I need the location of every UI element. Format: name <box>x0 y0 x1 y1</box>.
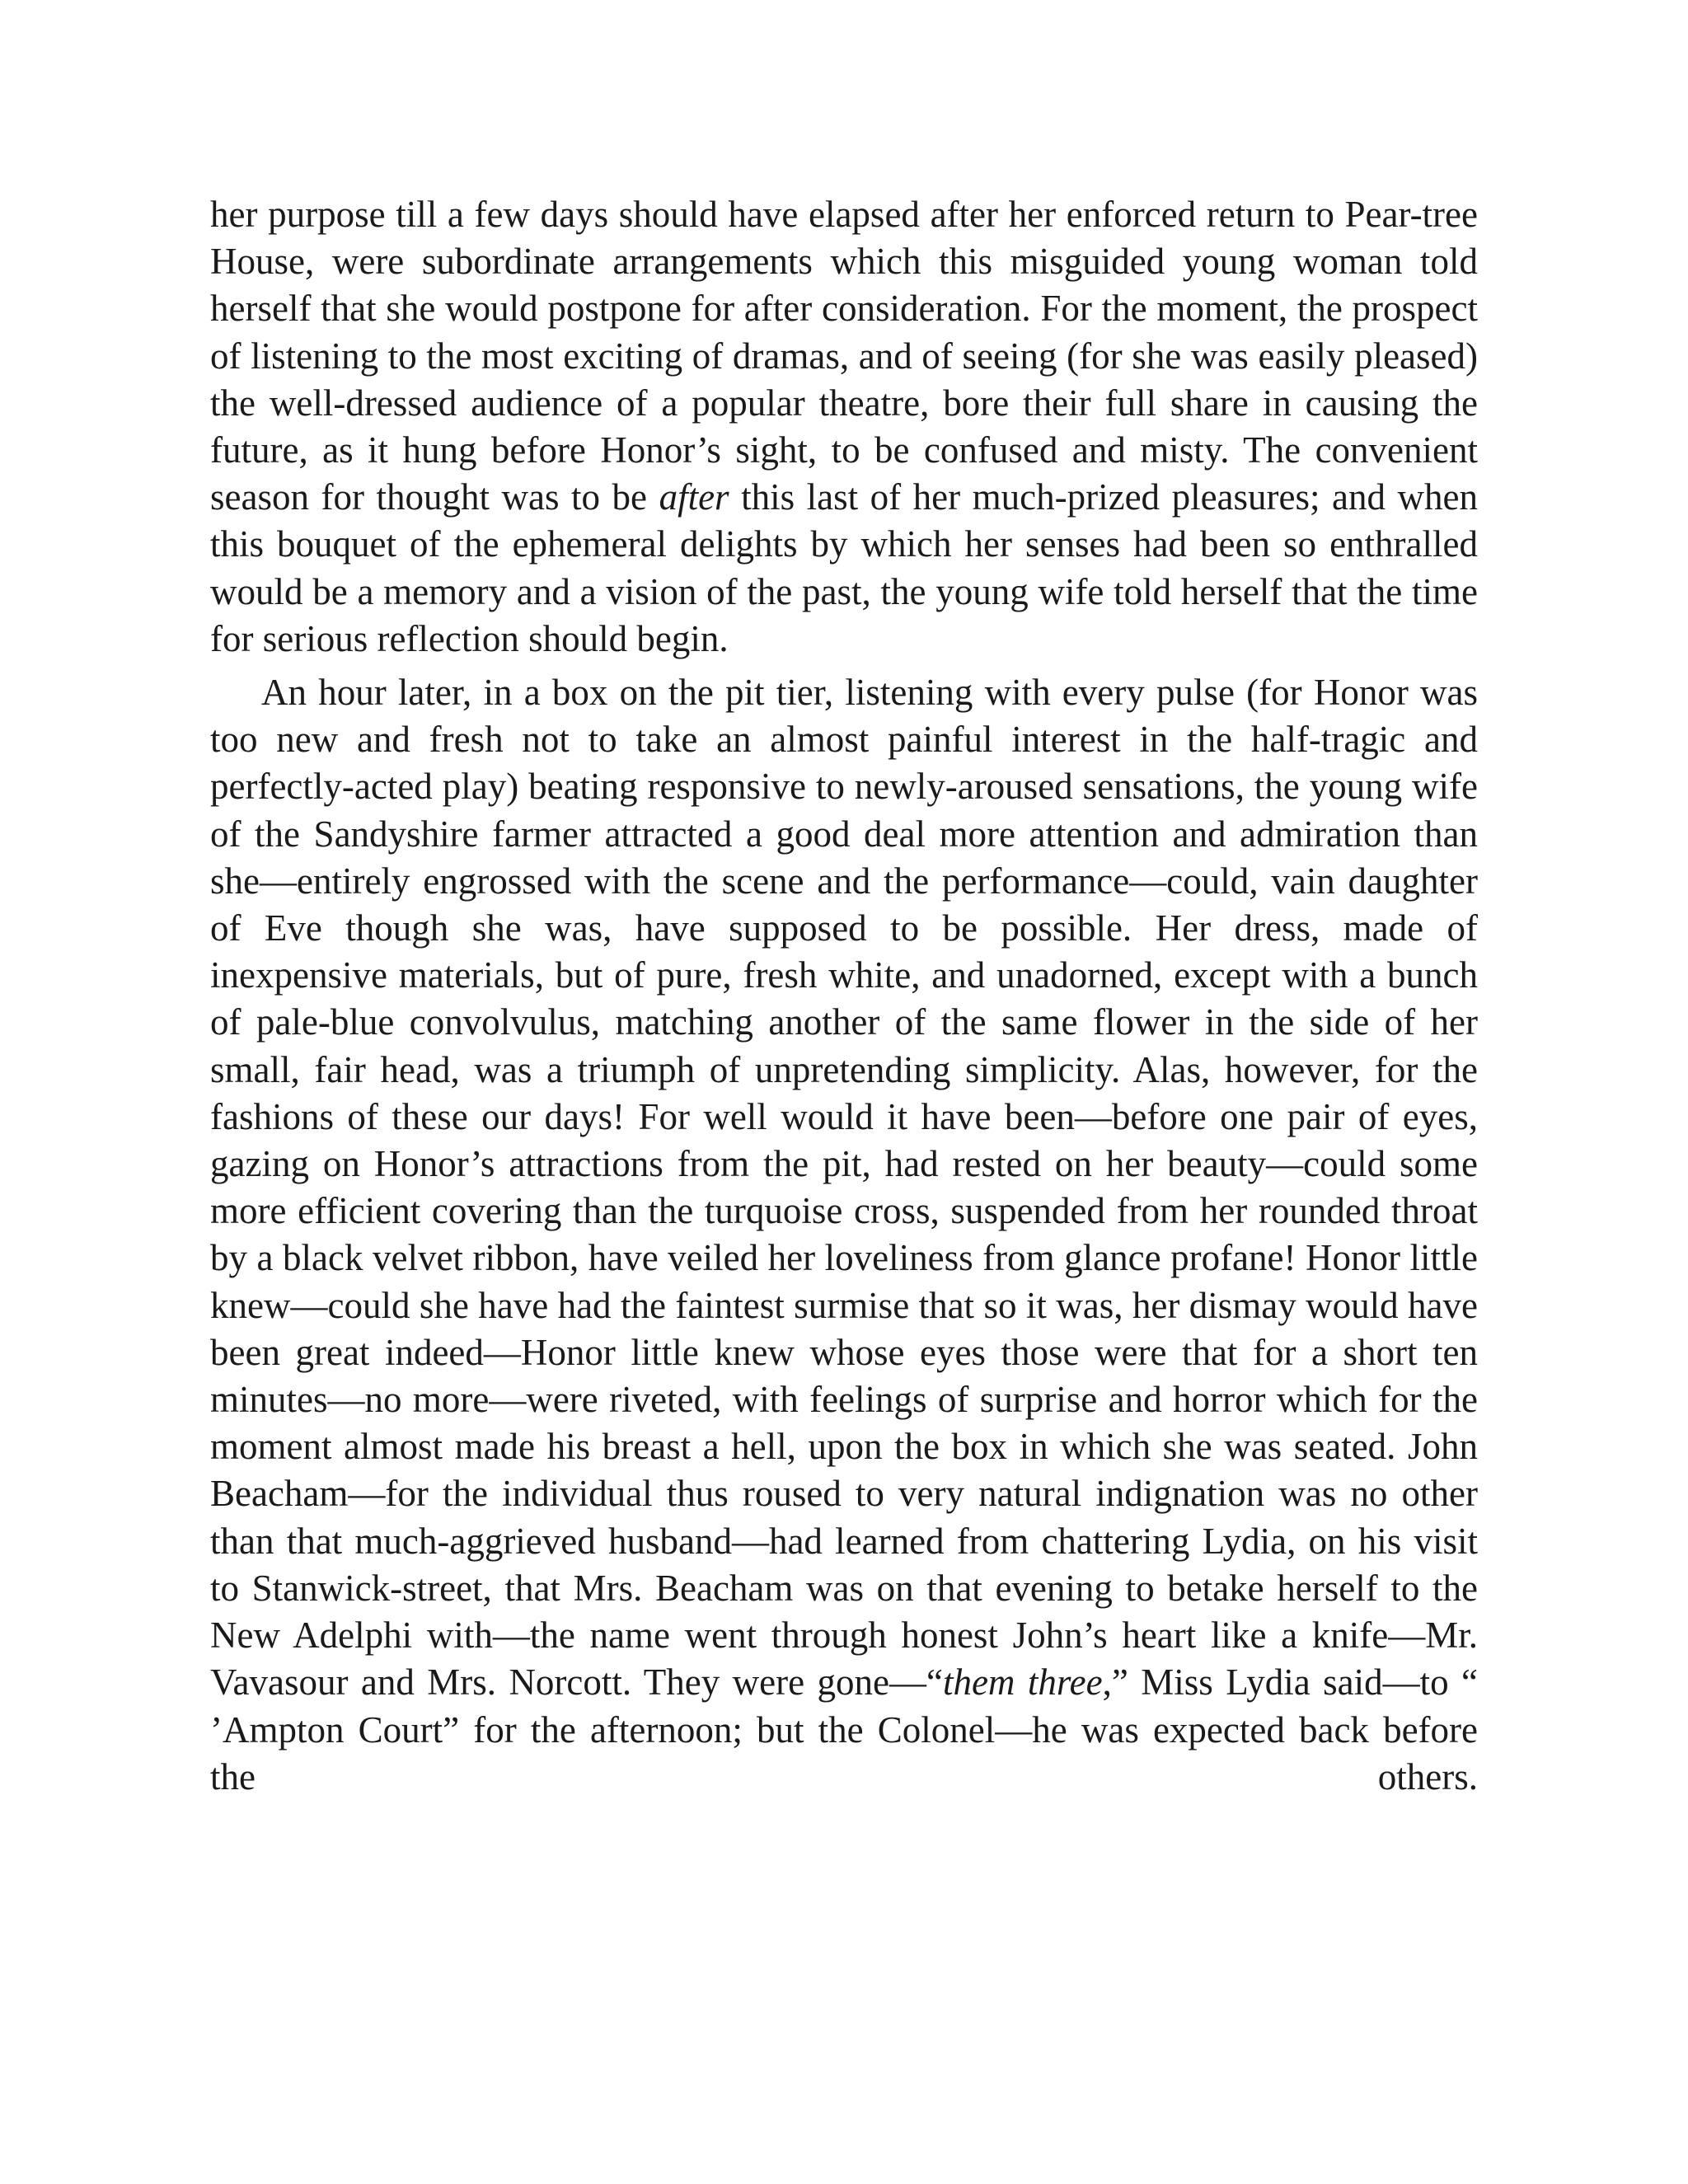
paragraph-2-text: An hour later, in a box on the pit tier, listening with every pulse (for Honor was too new and fresh not to take an almost painful interest in the half-tragic and perfectly-acted play) beating responsive to newly-aroused sensations, the young wife of the Sandyshire farmer attracted a good deal more attention and admiration than she—entirely engrossed with the scene and the performance—could, vain daughter of Eve though she was, have supposed to be possible. Her dress, made of inexpensive materials, but of pure, fresh white, and unadorned, except with a bunch of pale-blue convolvulus, matching another of the same flower in the side of her small, fair head, was a triumph of unpretending simplicity. Alas, however, for the fashions of these our days! For well would it have been—before one pair of eyes, gazing on Honor’s attractions from the pit, had rested on her beauty—could some more efficient covering than the turquoise cross, suspended from her rounded throat by a black velvet ribbon, have veiled her loveliness from glance profane! Honor little knew—could she have had the faintest surmise that so it was, her dismay would have been great indeed—Honor little knew whose eyes those were that for a short ten minutes—no more—were riveted, with feelings of surprise and horror which for the moment almost made his breast a hell, upon the box in which she was seated. John Beacham—for the individual thus roused to very natural indignation was no other than that much-aggrieved husband—had learned from chattering Lydia, on his visit to Stanwick-street, that Mrs. Beacham was on that evening to betake herself to the New Adelphi with—the name went through honest John’s heart like a knife—Mr. Vavasour and Mrs. Norcott. They were gone—“ <box>210 672 1478 1704</box>
paragraph-2-italic-them-three: them three <box>942 1661 1103 1704</box>
paragraph-2 <box>210 669 1478 1801</box>
page-text <box>210 191 1478 1801</box>
paragraph-1-text: her purpose till a few days should have elapsed after her enforced return to Pear-tree House, were subordinate arrangements which this misguided young woman told herself that she would postpone for after consideration. For the moment, the prospect of listening to the most exciting of dramas, and of seeing (for she was easily pleased) the well-dressed audience of a popular theatre, bore their full share in causing the future, as it hung before Honor’s sight, to be confused and misty. The convenient season for thought was to be <box>210 194 1478 518</box>
paragraph-1-text-continued: this last of her much-prized pleasures; and when this bouquet of the ephemeral delights by which her senses had been so enthralled would be a memory and a vision of the past, the young wife told herself that the time for serious reflection should begin. <box>210 476 1478 659</box>
paragraph-1-italic-after: after <box>659 476 729 518</box>
paragraph-1 <box>210 191 1478 663</box>
paragraph-2-text-continued: ,” Miss Lydia said—to “ ’Ampton Court” for the afternoon; but the Colonel—he was expected back before the others. <box>210 1661 1479 1797</box>
